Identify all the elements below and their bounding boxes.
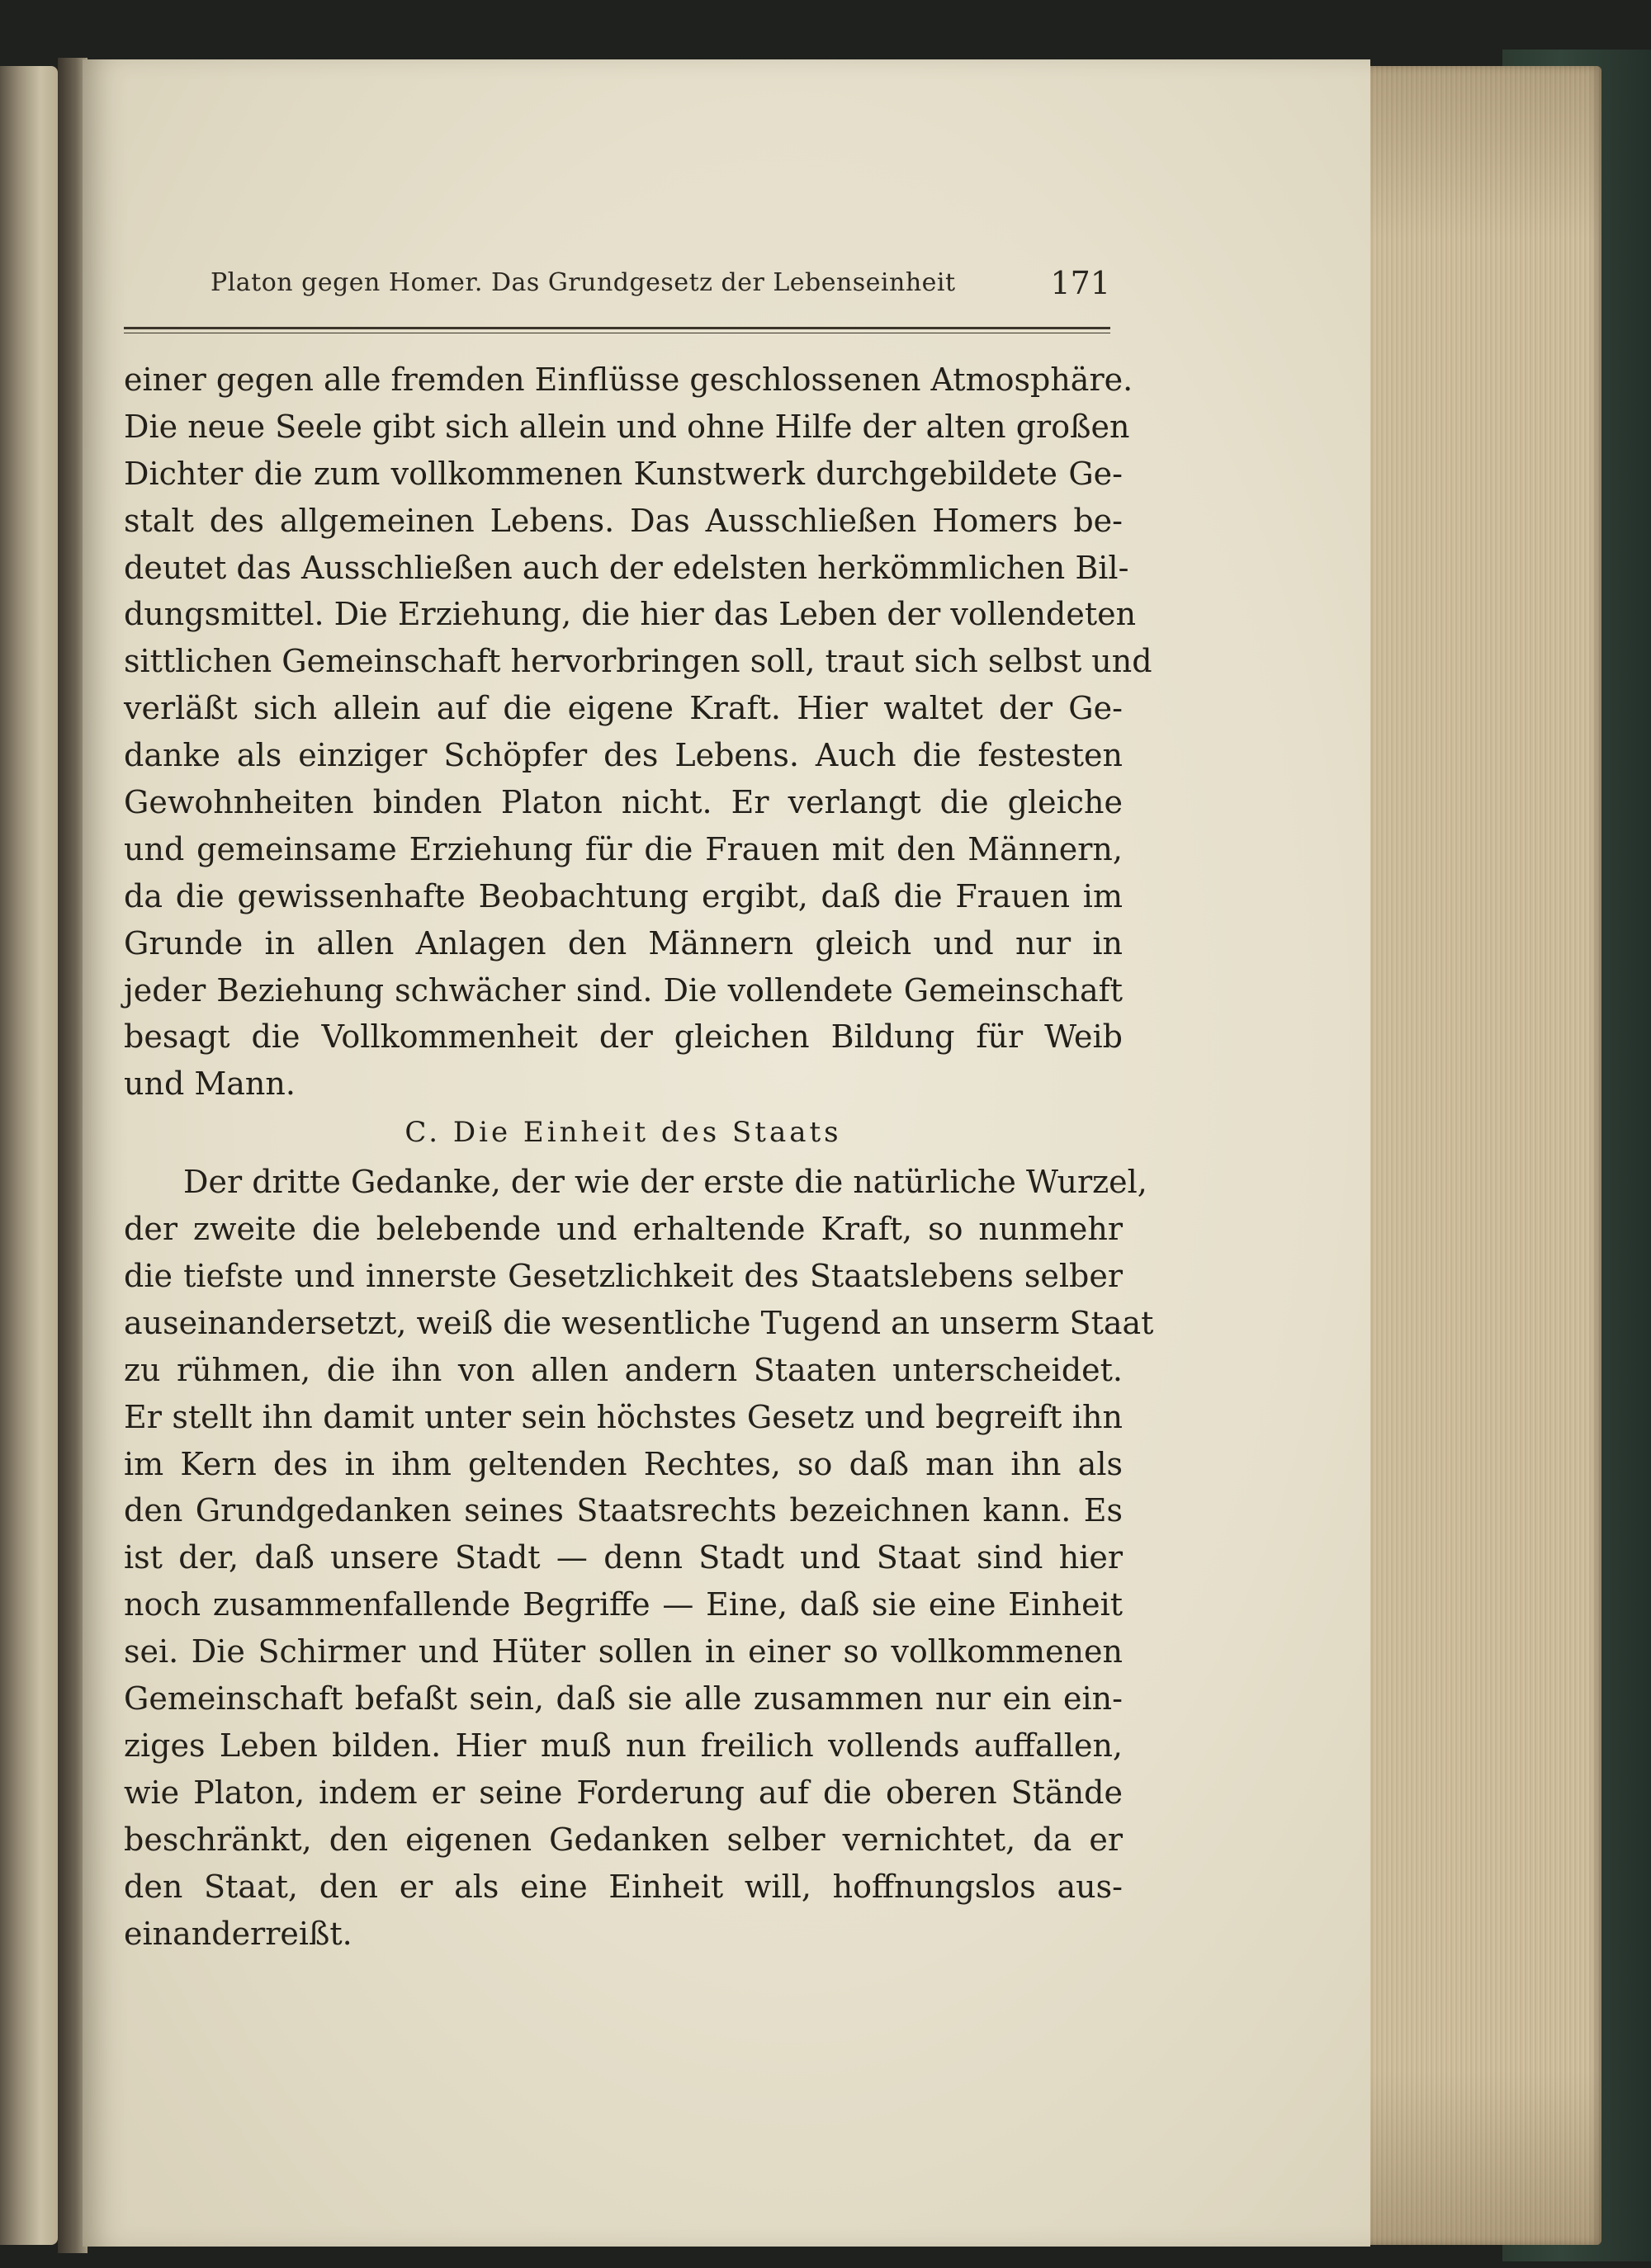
text-line: stalt des allgemeinen Lebens. Das Ausschließen Homers be- [124,502,1123,539]
text-line: ist der, daß unsere Stadt — denn Stadt und Staat sind hier [124,1539,1123,1576]
text-line: Er stellt ihn damit unter sein höchstes Gesetz und begreift ihn [124,1398,1123,1435]
text-line: verläßt sich allein auf die eigene Kraft. Hier waltet der Ge- [124,690,1123,727]
page-number: 171 [1050,265,1110,301]
running-head [211,265,1110,318]
text-line: sei. Die Schirmer und Hüter sollen in einer so vollkommenen [124,1633,1123,1670]
section-heading: C. Die Einheit des Staats [404,1116,842,1150]
text-line: sittlichen Gemeinschaft hervorbringen soll, traut sich selbst und [124,643,1152,680]
text-line: dungsmittel. Die Erziehung, die hier das Leben der vollendeten [124,596,1137,633]
text-line: einanderreißt. [124,1915,352,1952]
text-line: auseinandersetzt, weiß die wesentliche Tugend an unserm Staat [124,1304,1154,1341]
text-line: den Grundgedanken seines Staatsrechts bezeichnen kann. Es [124,1492,1123,1529]
text-line: im Kern des in ihm geltenden Rechtes, so daß man ihn als [124,1445,1123,1482]
previous-page-sliver [0,66,58,2245]
text-line: Dichter die zum vollkommenen Kunstwerk durchgebildete Ge- [124,455,1123,492]
page-edges-shade [1354,66,1601,2245]
text-line: deutet das Ausschließen auch der edelsten herkömmlichen Bil- [124,549,1129,586]
text-line: und gemeinsame Erziehung für die Frauen mit den Männern, [124,830,1123,867]
body-text [124,357,1154,1957]
text-line: noch zusammenfallende Begriffe — Eine, daß sie eine Einheit [124,1586,1123,1623]
text-line: Gewohnheiten binden Platon nicht. Er verlangt die gleiche [124,784,1123,821]
text-line: Der dritte Gedanke, der wie der erste die natürliche Wurzel, [183,1164,1147,1201]
text-line: wie Platon, indem er seine Forderung auf die oberen Stände [124,1774,1123,1811]
text-line: ziges Leben bilden. Hier muß nun freilich vollends auffallen, [124,1727,1123,1764]
text-line: der zweite die belebende und erhaltende Kraft, so nunmehr [124,1211,1123,1248]
text-line: besagt die Vollkommenheit der gleichen Bildung für Weib [124,1018,1123,1056]
paragraph-2 [124,1159,1154,1957]
text-line: einer gegen alle fremden Einflüsse geschlossenen Atmosphäre. [124,361,1133,398]
text-line: den Staat, den er als eine Einheit will, hoffnungslos aus- [124,1868,1123,1905]
header-rule-thick [124,327,1110,329]
running-head-title: Platon gegen Homer. Das Grundgesetz der Lebenseinheit [211,268,956,297]
text-line: danke als einziger Schöpfer des Lebens. Auch die festesten [124,737,1123,774]
text-line: die tiefste und innerste Gesetzlichkeit des Staatslebens selber [124,1258,1123,1295]
text-line: beschränkt, den eigenen Gedanken selber vernichtet, da er [124,1821,1123,1858]
text-line: Gemeinschaft befaßt sein, daß sie alle zusammen nur ein ein- [124,1680,1123,1718]
text-line: da die gewissenhafte Beobachtung ergibt, daß die Frauen im [124,877,1123,914]
text-line: Die neue Seele gibt sich allein und ohne Hilfe der alten großen [124,408,1130,445]
text-line: und Mann. [124,1065,296,1103]
text-line: Grunde in allen Anlagen den Männern gleich und nur in [124,924,1123,962]
text-line: zu rühmen, die ihn von allen andern Staaten unterscheidet. [124,1351,1123,1388]
text-line: jeder Beziehung schwächer sind. Die vollendete Gemeinschaft [124,971,1123,1009]
paragraph-1 [124,357,1152,1108]
